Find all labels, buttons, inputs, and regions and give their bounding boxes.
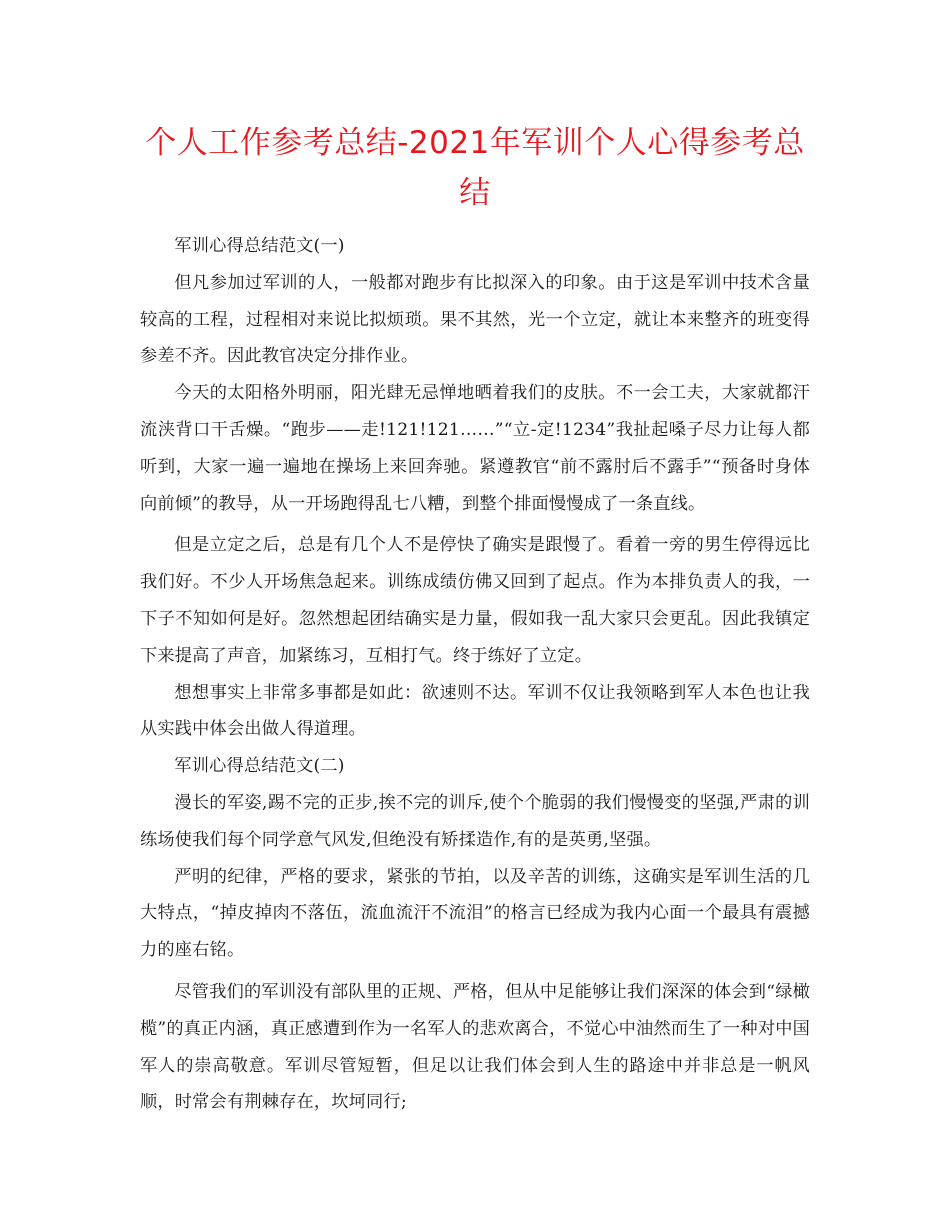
paragraph: 今天的太阳格外明丽，阳光肆无忌惮地晒着我们的皮肤。不一会工夫，大家就都汗流浃背口干舌燥。“跑步——走!121!121……”“立-定!1234”我扯起嗓子尽力让每人都听到，大家一遍一遍地在操场上来回奔驰。紧遵教官“前不露肘后不露手”“预备时身体向前倾”的教导，从一开场跑得乱七八糟，到整个排面慢慢成了一条直线。 (140, 383, 810, 514)
paragraph: 但是立定之后，总是有几个人不是停快了确实是跟慢了。看着一旁的男生停得远比我们好。不少人开场焦急起来。训练成绩仿佛又回到了起点。作为本排负责人的我，一下子不知如何是好。忽然想起团结确实是力量，假如我一乱大家只会更乱。因此我镇定下来提高了声音，加紧练习，互相打气。终于练好了立定。 (140, 535, 810, 666)
paragraph: 尽管我们的军训没有部队里的正规、严格，但从中足能够让我们深深的体会到“绿橄榄”的真正内涵，真正感遭到作为一名军人的悲欢离合，不觉心中油然而生了一种对中国军人的崇高敬意。军训尽管短暂，但足以让我们体会到人生的路途中并非总是一帆风顺，时常会有荆棘存在，坎坷同行; (140, 981, 810, 1113)
document-body (140, 228, 810, 1121)
paragraph: 漫长的军姿,踢不完的正步,挨不完的训斥,使个个脆弱的我们慢慢变的坚强,严肃的训练场使我们每个同学意气风发,但绝没有矫揉造作,有的是英勇,坚强。 (140, 792, 810, 850)
section-heading-2: 军训心得总结范文(二) (174, 756, 345, 777)
section-heading-1: 军训心得总结范文(一) (174, 236, 345, 256)
paragraph: 想想事实上非常多事都是如此：欲速则不达。军训不仅让我领略到军人本色也让我从实践中体会出做人得道理。 (140, 682, 810, 740)
paragraph: 严明的纪律，严格的要求，紧张的节拍，以及辛苦的训练，这确实是军训生活的几大特点，“掉皮掉肉不落伍，流血流汗不流泪”的格言已经成为我内心面一个最具有震撼力的座右铭。 (140, 866, 810, 961)
document-title: 个人工作参考总结-2021年军训个人心得参考总结 (145, 125, 805, 211)
paragraph: 但凡参加过军训的人，一般都对跑步有比拟深入的印象。由于这是军训中技术含量较高的工程，过程相对来说比拟烦琐。果不其然，光一个立定，就让本来整齐的班变得参差不齐。因此教官决定分排作业。 (140, 272, 810, 367)
